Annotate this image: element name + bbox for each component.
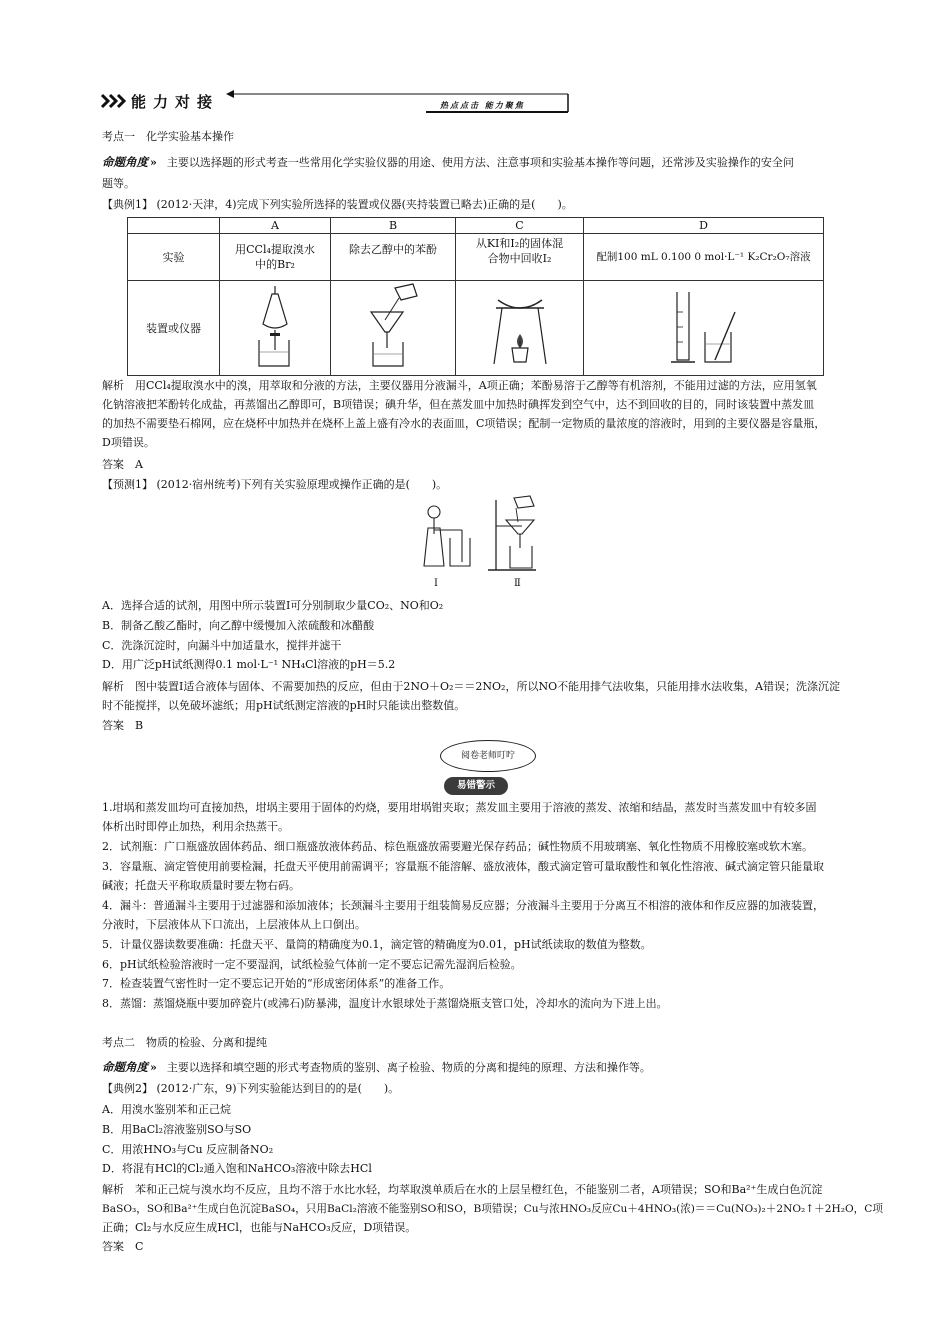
example1-analysis-2: 化钠溶液把苯酚转化成盐，再蒸馏出乙醇即可，B项错误；碘升华，但在蒸发皿中加热时碘挥发到空气中，达不到回收的目的，同时该装置中蒸发皿 — [102, 398, 815, 411]
example1-analysis-3: 的加热不需要垫石棉网，应在烧杯中加热并在烧杯上盖上盛有冷水的表面皿，C项错误；配制一定物质的量浓度的溶液时，用到的主要仪器是容量瓶， — [102, 417, 826, 430]
example1-analysis-4: D项错误。 — [102, 436, 155, 449]
tip-6: 6．pH试纸检验溶液时一定不要湿润，试纸检验气体前一定不要忘记需先湿润后检验。 — [102, 958, 522, 971]
example1-analysis-1: 解析 用CCl₄提取溴水中的溴，用萃取和分液的方法，主要仪器用分液漏斗，A项正确；苯酚易溶于乙醇等有机溶剂，不能用过滤的方法，应用氢氧 — [102, 379, 817, 392]
proposition-angle-2 — [102, 1060, 651, 1075]
cell-c — [456, 234, 584, 281]
col-b-header: B — [331, 218, 456, 234]
section-banner-title: 能力对接 — [131, 93, 220, 111]
predict1-option-a: A．选择合适的试剂，用图中所示装置Ⅰ可分别制取少量CO₂、NO和O₂ — [102, 599, 444, 612]
apparatus-c — [456, 281, 584, 376]
example2-stem: 【典例2】 (2012·广东，9)下列实验能达到目的的是( )。 — [102, 1082, 400, 1095]
predict1-analysis-1: 解析 图中装置Ⅰ适合液体与固体、不需要加热的反应，但由于2NO＋O₂＝＝2NO₂，所以NO不能用排气法收集，只能用排水法收集，A错误；洗涤沉淀 — [102, 680, 841, 693]
example2-answer: 答案 C — [102, 1240, 144, 1253]
tip-1: 1.坩埚和蒸发皿均可直接加热，坩埚主要用于固体的灼烧，要用坩埚钳夹取；蒸发皿主要用于溶液的蒸发、浓缩和结晶，蒸发时当蒸发皿中有较多固 — [102, 801, 817, 814]
col-d-header: D — [584, 218, 824, 234]
tip-5: 5．计量仪器读数要准确：托盘天平、量筒的精确度为0.1，滴定管的精确度为0.01，pH试纸读取的数值为整数。 — [102, 938, 652, 951]
section-heading: 考点一 化学实验基本操作 — [102, 130, 234, 143]
cell-a-line1: 用CCl₄提取溴水 — [235, 243, 315, 256]
proposition-angle — [102, 155, 794, 170]
apparatus-d — [584, 281, 824, 376]
tip-3-cont: 碱液；托盘天平称取质量时要左物右码。 — [102, 879, 300, 892]
tip-8: 8．蒸馏：蒸馏烧瓶中要加碎瓷片(或沸石)防暴沸，温度计水银球处于蒸馏烧瓶支管口处，冷却水的流向为下进上出。 — [102, 997, 668, 1010]
separatory-funnel-icon — [245, 282, 305, 370]
intro-text-2: 主要以选择和填空题的形式考查物质的鉴别、离子检验、物质的分离和提纯的原理、方法和操作等。 — [166, 1061, 651, 1074]
proposition-tag: 命题角度 — [102, 155, 148, 169]
error-warning-badge: 易错警示 — [444, 777, 508, 795]
example1-stem: 【典例1】 (2012·天津，4)完成下列实验所选择的装置或仪器(夹持装置已略去)正确的是( )。 — [102, 198, 573, 211]
cell-a — [220, 234, 331, 281]
section2-heading: 考点二 物质的检验、分离和提纯 — [102, 1036, 267, 1049]
figure-label-2: Ⅱ — [514, 578, 521, 589]
banner-subtitle: 热点点击 能力聚焦 — [440, 100, 525, 110]
cell-c-line2: 合物中回收I₂ — [487, 252, 552, 265]
predict1-option-c: C．洗涤沉淀时，向漏斗中加适量水，搅拌并滤干 — [102, 639, 342, 652]
figure-label-1: Ⅰ — [434, 578, 438, 589]
predict1-option-b: B．制备乙酸乙酯时，向乙醇中缓慢加入浓硫酸和冰醋酸 — [102, 619, 375, 632]
header-chevron-icon — [100, 93, 128, 109]
col-c-header: C — [456, 218, 584, 234]
apparatus-figure — [410, 494, 550, 594]
apparatus-a — [220, 281, 331, 376]
teacher-reminder-cloud: 阅卷老师叮咛 — [440, 740, 536, 772]
example2-analysis-3: 正确；Cl₂与水反应生成HCl，也能与NaHCO₃反应，D项错误。 — [102, 1221, 417, 1234]
tip-2: 2．试剂瓶：广口瓶盛放固体药品、细口瓶盛放液体药品、棕色瓶盛放需要避光保存药品；碱性物质不用玻璃塞、氧化性物质不用橡胶塞或软木塞。 — [102, 840, 813, 853]
apparatus-b — [331, 281, 456, 376]
example2-analysis-1: 解析 苯和正己烷与溴水均不反应，且均不溶于水比水轻，均萃取溴单质后在水的上层呈橙红色，不能鉴别二者，A项错误；SO和Ba²⁺生成白色沉淀 — [102, 1183, 823, 1196]
graduated-cylinder-icon — [659, 282, 749, 370]
tag-arrow-icon-2: » — [150, 1061, 157, 1074]
predict1-analysis-2: 时不能搅拌，以免破坏滤纸；用pH试纸测定溶液的pH时只能读出整数值。 — [102, 699, 466, 712]
proposition-tag-2: 命题角度 — [102, 1060, 148, 1074]
example1-answer: 答案 A — [102, 458, 143, 471]
tag-arrow-icon: » — [150, 156, 157, 169]
tip-4-cont: 分液时，下层液体从下口流出，上层液体从上口倒出。 — [102, 918, 366, 931]
filtration-setup-icon — [353, 282, 433, 370]
predict1-answer: 答案 B — [102, 719, 144, 732]
table-corner — [128, 218, 220, 234]
intro-text-cont: 题等。 — [102, 177, 135, 190]
example2-option-a: A．用溴水鉴别苯和正己烷 — [102, 1103, 231, 1116]
example2-option-b: B．用BaCl₂溶液鉴别SO与SO — [102, 1123, 252, 1136]
predict1-stem: 【预测1】 (2012·宿州统考)下列有关实验原理或操作正确的是( )。 — [102, 478, 448, 491]
tip-4: 4．漏斗：普通漏斗主要用于过滤器和添加液体；长颈漏斗主要用于组装简易反应器；分液漏斗主要用于分离互不相溶的液体和作反应器的加液装置， — [102, 899, 824, 912]
apparatus-table — [127, 217, 824, 376]
predict1-option-d: D．用广泛pH试纸测得0.1 mol·L⁻¹ NH₄Cl溶液的pH＝5.2 — [102, 658, 396, 671]
cell-b: 除去乙醇中的苯酚 — [331, 234, 456, 281]
evaporating-dish-icon — [480, 282, 560, 370]
tip-3: 3．容量瓶、滴定管使用前要检漏，托盘天平使用前需调平；容量瓶不能溶解、盛放液体，酸式滴定管可量取酸性和氧化性溶液、碱式滴定管只能量取 — [102, 860, 824, 873]
example2-option-c: C．用浓HNO₃与Cu 反应制备NO₂ — [102, 1143, 274, 1156]
tip-7: 7．检查装置气密性时一定不要忘记开始的“形成密闭体系”的准备工作。 — [102, 977, 451, 990]
example2-option-d: D．将混有HCl的Cl₂通入饱和NaHCO₃溶液中除去HCl — [102, 1162, 372, 1175]
row-label-experiment: 实验 — [128, 234, 220, 281]
intro-text: 主要以选择题的形式考查一些常用化学实验仪器的用途、使用方法、注意事项和实验基本操作等问题，还常涉及实验操作的安全问 — [166, 156, 794, 169]
cell-d: 配制100 mL 0.100 0 mol·L⁻¹ K₂Cr₂O₇溶液 — [584, 234, 824, 281]
row-label-apparatus: 装置或仪器 — [128, 281, 220, 376]
cell-a-line2: 中的Br₂ — [255, 258, 295, 271]
tip-1-cont: 体析出时即停止加热，利用余热蒸干。 — [102, 820, 289, 833]
col-a-header: A — [220, 218, 331, 234]
cell-c-line1: 从KI和I₂的固体混 — [475, 237, 564, 250]
example2-analysis-2: BaSO₃，SO和Ba²⁺生成白色沉淀BaSO₄，只用BaCl₂溶液不能鉴别SO和SO，B项错误；Cu与浓HNO₃反应Cu＋4HNO₃(浓)＝＝Cu(NO₃)₂＋2NO₂↑＋2H₂O，C项 — [102, 1203, 883, 1215]
